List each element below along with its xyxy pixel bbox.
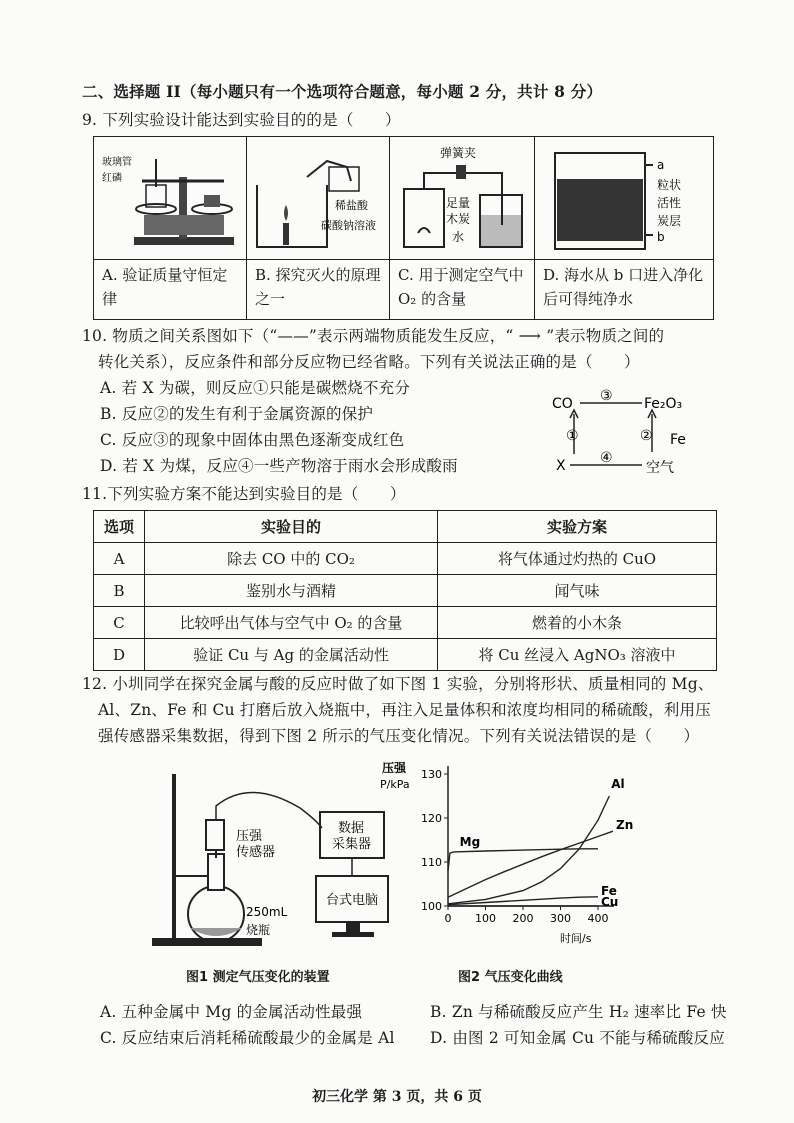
reactant-fe: Fe: [670, 432, 686, 448]
label-hydrochloric-acid: 稀盐酸: [335, 199, 368, 212]
label-sufficient: 足量: [446, 196, 471, 210]
label-glass-tube: 玻璃管: [102, 157, 132, 168]
question-11-stem: 11.下列实验方案不能达到实验目的是（ ）: [82, 485, 406, 503]
reaction-2-label: ②: [640, 428, 653, 444]
page-footer: 初三化学 第 3 页，共 6 页: [312, 1089, 482, 1105]
table-row: [94, 607, 717, 639]
chart-x-tick-label: 400: [587, 912, 609, 925]
q9-option-b: B. 探究灭火的原理之一: [247, 260, 390, 320]
section-title: 二、选择题 II（每小题只有一个选项符合题意，每小题 2 分，共计 8 分）: [82, 82, 603, 101]
question-10-option-b: B. 反应②的发生有利于金属资源的保护: [100, 405, 374, 423]
question-11-table: [93, 510, 717, 671]
label-volume: 250mL: [246, 905, 288, 919]
q11-row-b-option: B: [94, 575, 145, 607]
q9-option-d: D. 海水从 b 口进入净化后可得纯净水: [535, 260, 714, 320]
figure-1-apparatus: [150, 768, 410, 958]
question-12-stem-3: 强传感器采集数据，得到下图 2 所示的气压变化情况。下列有关说法错误的是（ ）: [98, 727, 700, 745]
chart-x-tick-label: 300: [550, 912, 571, 925]
figure-2-caption: 图2 气压变化曲线: [458, 970, 563, 985]
chart-y-tick-label: 110: [421, 856, 442, 869]
label-spring-clamp: 弹簧夹: [440, 146, 477, 160]
label-sensor: 传感器: [236, 845, 276, 860]
node-x: X: [556, 458, 566, 474]
table-row: [94, 543, 717, 575]
chart-ylabel-1: 压强: [382, 761, 407, 775]
figure-1-caption: 图1 测定气压变化的装置: [186, 970, 330, 985]
question-12-option-d: D. 由图 2 可知金属 Cu 不能与稀硫酸反应: [430, 1029, 725, 1047]
q11-row-d-plan: 将 Cu 丝浸入 AgNO₃ 溶液中: [438, 639, 717, 671]
chart-y-tick-label: 120: [421, 812, 442, 825]
q11-row-a-plan: 将气体通过灼热的 CuO: [438, 543, 717, 575]
label-carbon-layer: 炭层: [657, 214, 682, 228]
question-9-table: [93, 136, 714, 320]
question-12-stem-1: 12. 小圳同学在探究金属与酸的反应时做了如下图 1 实验，分别将形状、质量相同的 Mg、: [82, 675, 714, 693]
q11-row-d-purpose: 验证 Cu 与 Ag 的金属活动性: [145, 639, 438, 671]
question-10-option-a: A. 若 X 为碳，则反应①只能是碳燃烧不充分: [100, 379, 411, 397]
table-row: [94, 639, 717, 671]
q11-row-b-purpose: 鉴别水与酒精: [145, 575, 438, 607]
chart-xlabel: 时间/s: [560, 932, 592, 945]
label-sodium-carbonate: 碳酸钠溶液: [321, 219, 376, 232]
label-desktop-computer: 台式电脑: [326, 893, 379, 908]
label-granular: 粒状: [657, 178, 682, 192]
balance-apparatus-illustration: [94, 137, 246, 255]
carbon-filter-illustration: [535, 137, 713, 255]
q11-row-d-option: D: [94, 639, 145, 671]
q9-image-b: [247, 137, 390, 260]
reaction-3-label: ③: [600, 388, 613, 404]
table-row: [94, 575, 717, 607]
chart-x-tick-label: 100: [475, 912, 496, 925]
question-12-option-c: C. 反应结束后消耗稀硫酸最少的金属是 Al: [100, 1029, 395, 1047]
label-red-phosphorus: 红磷: [102, 173, 122, 184]
q11-row-a-option: A: [94, 543, 145, 575]
chart-legend-al: Al: [611, 777, 625, 791]
chart-legend-mg: Mg: [459, 834, 481, 849]
chart-legend-cu: Cu: [601, 895, 619, 909]
reaction-4-label: ④: [600, 450, 613, 466]
question-10-option-c: C. 反应③的现象中固体由黑色逐渐变成红色: [100, 431, 405, 449]
label-flask: 烧瓶: [246, 923, 271, 937]
chart-x-tick-label: 0: [444, 912, 452, 925]
label-charcoal: 木炭: [446, 212, 471, 226]
question-12-stem-2: Al、Zn、Fe 和 Cu 打磨后放入烧瓶中，再注入足量体积和浓度均相同的稀硫酸，利用压: [98, 701, 711, 719]
question-9-stem: 9. 下列实验设计能达到实验目的的是（ ）: [82, 111, 401, 129]
label-collector: 采集器: [332, 837, 372, 852]
node-co: CO: [552, 396, 573, 412]
q11-row-a-purpose: 除去 CO 中的 CO₂: [145, 543, 438, 575]
q11-row-b-plan: 闻气味: [438, 575, 717, 607]
question-10-stem-1: 10. 物质之间关系图如下（“——”表示两端物质能发生反应，“ ⟶ ”表示物质之间的: [82, 327, 665, 345]
question-10-stem-2: 转化关系），反应条件和部分反应物已经省略。下列有关说法正确的是（ ）: [98, 353, 640, 371]
node-fe2o3: Fe₂O₃: [644, 396, 683, 412]
q11-header-option: 选项: [94, 511, 145, 543]
q9-image-d: [535, 137, 714, 260]
label-port-a: a: [657, 158, 665, 172]
node-air: 空气: [646, 460, 674, 476]
q9-option-c: C. 用于测定空气中 O₂ 的含量: [390, 260, 535, 320]
candle-beaker-illustration: [247, 137, 389, 255]
q11-row-c-purpose: 比较呼出气体与空气中 O₂ 的含量: [145, 607, 438, 639]
chart-ylabel-2: P/kPa: [380, 778, 410, 791]
carbon-oxygen-illustration: [390, 137, 534, 255]
label-water: 水: [452, 230, 465, 244]
q9-image-a: [94, 137, 247, 260]
q11-header-purpose: 实验目的: [145, 511, 438, 543]
q11-header-plan: 实验方案: [438, 511, 717, 543]
chart-y-tick-label: 100: [421, 900, 442, 913]
reaction-1-label: ①: [566, 428, 579, 444]
question-12-option-b: B. Zn 与稀硫酸反应产生 H₂ 速率比 Fe 快: [430, 1003, 727, 1021]
q11-row-c-option: C: [94, 607, 145, 639]
chart-legend-zn: Zn: [616, 818, 634, 833]
question-12-option-a: A. 五种金属中 Mg 的金属活动性最强: [100, 1003, 363, 1021]
chart-y-tick-label: 130: [421, 768, 442, 781]
q9-option-a: A. 验证质量守恒定律: [94, 260, 247, 320]
label-data: 数据: [338, 821, 365, 836]
relation-diagram: [548, 386, 708, 482]
q9-image-c: [390, 137, 535, 260]
q11-row-c-plan: 燃着的小木条: [438, 607, 717, 639]
question-10-option-d: D. 若 X 为煤，反应④一些产物溶于雨水会形成酸雨: [100, 457, 458, 475]
chart-x-tick-label: 200: [512, 912, 534, 925]
chart-legend-fe: Fe: [601, 883, 617, 898]
figure-2-pressure-chart: [378, 752, 634, 952]
label-pressure: 压强: [236, 829, 263, 844]
label-activated: 活性: [657, 196, 682, 210]
label-port-b: b: [657, 230, 665, 244]
